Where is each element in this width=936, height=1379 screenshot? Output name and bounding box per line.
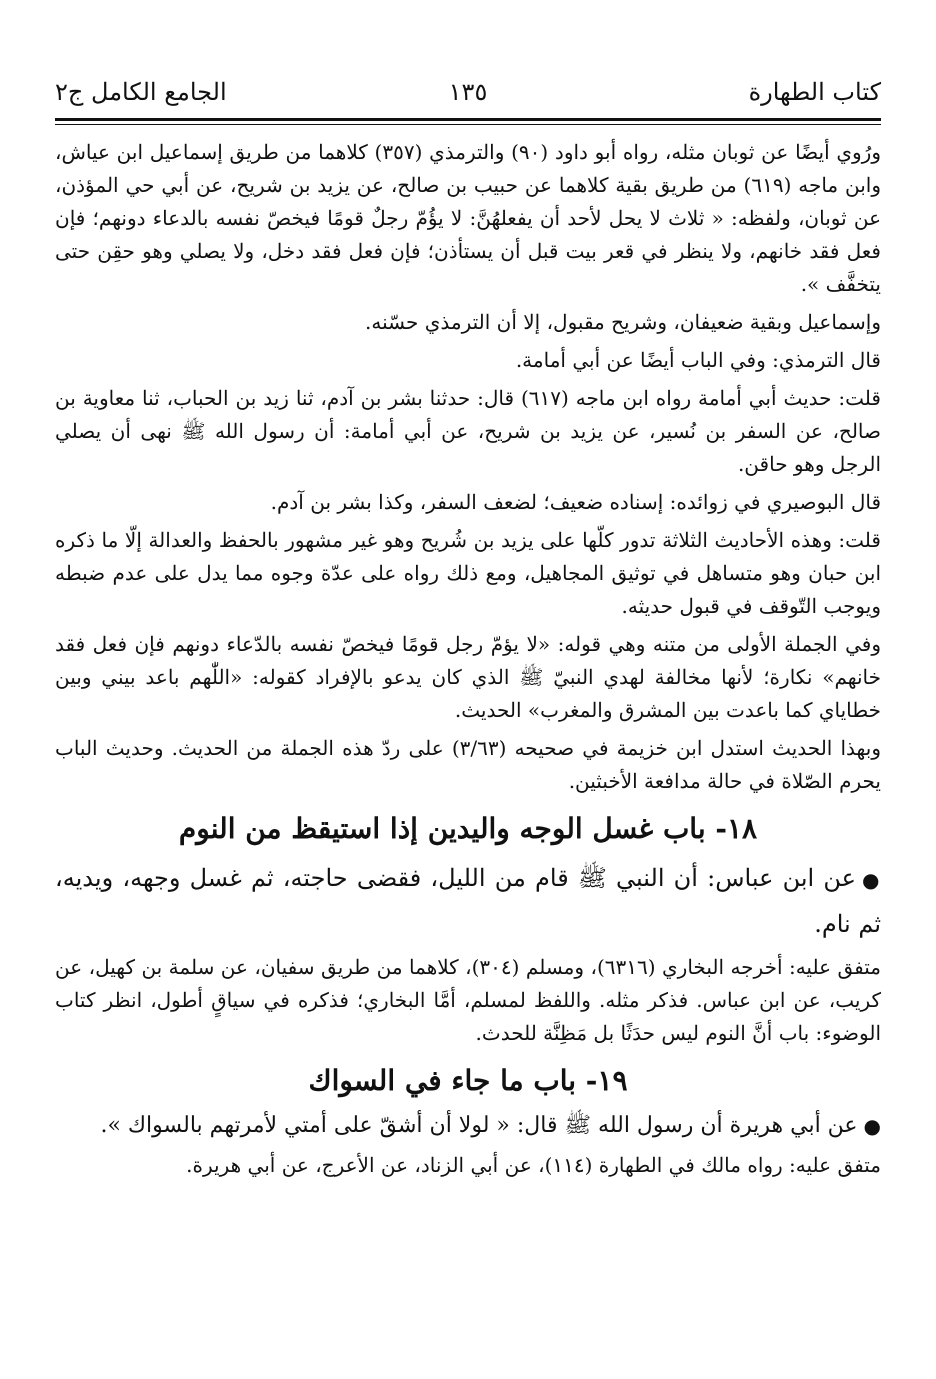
section-heading: ١٨- باب غسل الوجه واليدين إذا استيقظ من النوم — [178, 812, 758, 845]
paragraph: قال البوصيري في زوائده: إسناده ضعيف؛ لضعف السفر، وكذا بشر بن آدم. — [270, 490, 881, 514]
paragraph: ورُوي أيضًا عن ثوبان مثله، رواه أبو داود (٩٠) والترمذي (٣٥٧) كلاهما من طريق إسماعيل ابن عياش، وابن ماجه (٦١٩) من طريق بقية كلاهما عن حبيب بن صالح، عن يزيد بن شريح، عن أبي حي المؤذن، عن ثوبان، ولفظه: « ثلاث لا يحل لأحد أن يفعلهُنَّ: لا يؤُمّ رجلٌ قومًا فيخصّ نفسه بالدعاء دونهم؛ فإن فعل فقد خانهم، ولا ينظر في قعر بيت قبل أن يستأذن؛ فإن فعل فقد دخل، ولا يصلي وهو حقِن حتى يتخفَّف ». — [55, 140, 882, 296]
bullet-icon: ● — [863, 1113, 881, 1138]
header-rule-thin — [55, 124, 881, 125]
paragraph: متفق عليه: أخرجه البخاري (٦٣١٦)، ومسلم (٣٠٤)، كلاهما من طريق سفيان، عن سلمة بن كهيل، عن كريب، عن ابن عباس. فذكر مثله. واللفظ لمسلم، أمَّا البخاري؛ فذكره في سياقٍ أطول، انظر كتاب الوضوء: باب أنَّ النوم ليس حدَثًا بل مَظِنَّة للحدث. — [55, 954, 882, 1045]
page-number: ١٣٥ — [448, 78, 488, 106]
hadith-text — [55, 1108, 881, 1144]
paragraph: قلت: حديث أبي أمامة رواه ابن ماجه (٦١٧) قال: حدثنا بشر بن آدم، ثنا زيد بن الحباب، ثنا معاوية بن صالح، عن السفر بن نُسير، عن يزيد بن شريح، عن أبي أمامة: أن رسول الله ﷺ نهى أن يصلي الرجل وهو حاقن. — [55, 386, 881, 476]
page-header — [55, 70, 881, 116]
paragraph: وإسماعيل وبقية ضعيفان، وشريح مقبول، إلا أن الترمذي حسّنه. — [365, 310, 881, 334]
paragraph: متفق عليه: رواه مالك في الطهارة (١١٤)، عن أبي الزناد، عن الأعرج، عن أبي هريرة. — [186, 1152, 881, 1177]
paragraph: قال الترمذي: وفي الباب أيضًا عن أبي أمامة. — [515, 348, 881, 372]
hadith-body: عن ابن عباس: أن النبي ﷺ قام من الليل، فقضى حاجته، ثم غسل وجهه، ويديه، ثم نام. — [55, 864, 881, 938]
book-title: الجامع الكامل ج٢ — [55, 78, 227, 106]
paragraph: وفي الجملة الأولى من متنه وهي قوله: «لا يؤمّ رجل قومًا فيخصّ نفسه بالدّعاء دونهم فإن فعل فقد خانهم» نكارة؛ لأنها مخالفة لهدي النبيّ ﷺ الذي كان يدعو بالإفراد كقوله: «اللّٰهم باعد بيني وبين خطاياي كما باعدت بين المشرق والمغرب» الحديث. — [55, 632, 881, 722]
section-heading: ١٩- باب ما جاء في السواك — [308, 1063, 628, 1097]
hadith-text — [55, 856, 881, 946]
header-rule-thick — [55, 118, 881, 121]
bullet-icon: ● — [862, 867, 882, 892]
paragraph: قلت: وهذه الأحاديث الثلاثة تدور كلّها على يزيد بن شُريح وهو غير مشهور بالحفظ والعدالة إلّا ما ذكره ابن حبان وهو متساهل في توثيق المجاهيل، ومع ذلك رواه على عدّة وجوه مما يدل على عدم ضبطه ويوجب التّوقف في قبول حديثه. — [55, 528, 881, 618]
chapter-title: كتاب الطهارة — [748, 78, 881, 106]
page-body — [55, 136, 881, 1182]
paragraph: وبهذا الحديث استدل ابن خزيمة في صحيحه (٣/٦٣) على ردّ هذه الجملة من الحديث. وحديث الباب يحرم الصّلاة في حالة مدافعة الأخبثين. — [55, 736, 881, 793]
hadith-body: عن أبي هريرة أن رسول الله ﷺ قال: « لولا أن أشقّ على أمتي لأمرتهم بالسواك ». — [100, 1112, 858, 1138]
